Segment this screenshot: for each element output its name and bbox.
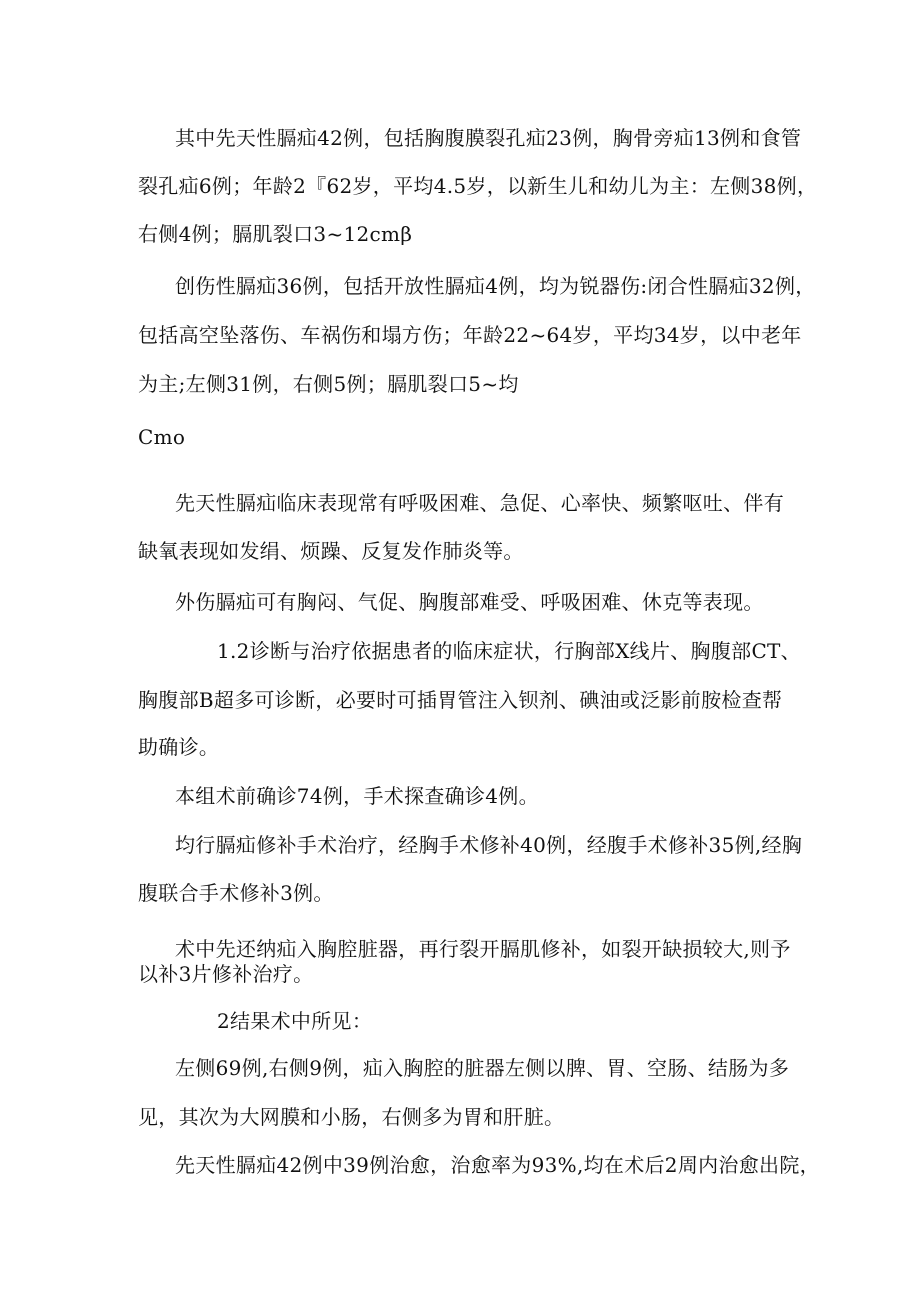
paragraph-4-line-2: 缺氧表现如发绢、烦躁、反复发作肺炎等。	[138, 539, 524, 563]
paragraph-5: 外伤膈疝可有胸闷、气促、胸腹部难受、呼吸困难、休克等表现。	[175, 590, 764, 614]
paragraph-1-line-2: 裂孔疝6例；年龄2『62岁，平均4.5岁，以新生儿和幼儿为主：左侧38例，	[138, 174, 818, 198]
paragraph-9-line-1: 术中先还纳疝入胸腔脏器，再行裂开膈肌修补，如裂开缺损较大,则予	[175, 937, 791, 961]
paragraph-7: 本组术前确诊74例，手术探查确诊4例。	[175, 784, 539, 808]
paragraph-3: Cmo	[138, 425, 186, 449]
paragraph-6-line-3: 助确诊。	[138, 735, 220, 759]
section-heading-results: 2结果术中所见：	[217, 1009, 373, 1033]
paragraph-4-line-1: 先天性膈疝临床表现常有呼吸困难、急促、心率快、频繁呕吐、伴有	[175, 491, 784, 515]
paragraph-9-line-2: 以补3片修补治疗。	[138, 962, 314, 986]
paragraph-8-line-2: 腹联合手术修补3例。	[138, 881, 334, 905]
paragraph-6-line-1: 1.2诊断与治疗依据患者的临床症状，行胸部X线片、胸腹部CT、	[217, 639, 801, 663]
paragraph-6-line-2: 胸腹部B超多可诊断，必要时可插胃管注入钡剂、碘油或泛影前胺检查帮	[138, 688, 783, 712]
paragraph-11-line-1: 先天性膈疝42例中39例治愈，治愈率为93%,均在术后2周内治愈出院，	[175, 1153, 820, 1177]
paragraph-2-line-2: 包括高空坠落伤、车祸伤和塌方伤；年龄22~64岁，平均34岁，以中老年	[138, 323, 802, 347]
paragraph-8-line-1: 均行膈疝修补手术治疗，经胸手术修补40例，经腹手术修补35例,经胸	[175, 833, 803, 857]
paragraph-1-line-1: 其中先天性膈疝42例，包括胸腹膜裂孔疝23例，胸骨旁疝13例和食管	[175, 126, 802, 150]
paragraph-2-line-3: 为主;左侧31例，右侧5例；膈肌裂口5~均	[138, 372, 519, 396]
paragraph-10-line-1: 左侧69例,右侧9例，疝入胸腔的脏器左侧以脾、胃、空肠、结肠为多	[175, 1056, 790, 1080]
paragraph-1-line-3: 右侧4例；膈肌裂口3~12cmβ	[138, 222, 413, 246]
paragraph-10-line-2: 见，其次为大网膜和小肠，右侧多为胃和肝脏。	[138, 1105, 565, 1129]
paragraph-2-line-1: 创伤性膈疝36例，包括开放性膈疝4例，均为锐器伤:闭合性膈疝32例，	[175, 274, 816, 298]
